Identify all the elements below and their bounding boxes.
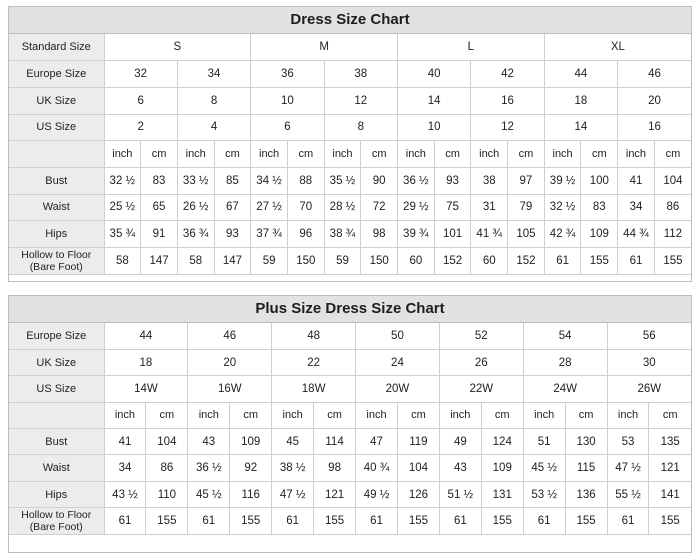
waist-cm-cell: 86 <box>146 455 188 481</box>
unit-cm: cm <box>361 141 398 168</box>
hips-cm-cell: 96 <box>287 221 324 248</box>
hollow-to-floor-inch-cell: 61 <box>272 508 314 534</box>
uk-size-cell: 20 <box>188 349 272 375</box>
waist-inch-cell: 34 <box>104 455 146 481</box>
europe-size-cell: 34 <box>177 61 250 88</box>
hollow-to-floor-row <box>9 248 691 275</box>
hollow-to-floor-cm-cell: 155 <box>314 508 356 534</box>
hollow-to-floor-cm-cell: 155 <box>146 508 188 534</box>
uk-size-cell: 18 <box>544 87 617 114</box>
chart-title: Plus Size Dress Size Chart <box>9 296 691 323</box>
hips-cm-cell: 116 <box>230 481 272 507</box>
waist-cm-cell: 104 <box>397 455 439 481</box>
unit-inch: inch <box>188 402 230 428</box>
hollow-to-floor-inch-cell: 58 <box>177 248 214 275</box>
waist-cm-cell: 67 <box>214 194 251 221</box>
hollow-to-floor-inch-cell: 58 <box>104 248 141 275</box>
europe-size-cell: 48 <box>272 323 356 349</box>
hollow-to-floor-inch-cell: 60 <box>398 248 435 275</box>
bust-cm-cell: 85 <box>214 167 251 194</box>
hips-label: Hips <box>9 481 104 507</box>
bust-inch-cell: 49 <box>439 429 481 455</box>
hips-cm-cell: 121 <box>314 481 356 507</box>
waist-inch-cell: 26 ½ <box>177 194 214 221</box>
uk-size-cell: 14 <box>398 87 471 114</box>
bust-inch-cell: 38 <box>471 167 508 194</box>
unit-cm: cm <box>397 402 439 428</box>
europe-size-cell: 32 <box>104 61 177 88</box>
hollow-to-floor-label: Hollow to Floor (Bare Foot) <box>9 508 104 534</box>
bust-cm-cell: 124 <box>481 429 523 455</box>
uk-size-cell: 30 <box>607 349 691 375</box>
europe-size-cell: 46 <box>188 323 272 349</box>
unit-cm: cm <box>287 141 324 168</box>
waist-cm-cell: 98 <box>314 455 356 481</box>
bust-cm-cell: 104 <box>146 429 188 455</box>
waist-cm-cell: 121 <box>649 455 691 481</box>
hips-inch-cell: 43 ½ <box>104 481 146 507</box>
bust-cm-cell: 109 <box>230 429 272 455</box>
hips-inch-cell: 49 ½ <box>356 481 398 507</box>
europe-size-cell: 40 <box>398 61 471 88</box>
bust-cm-cell: 100 <box>581 167 618 194</box>
europe-size-label: Europe Size <box>9 323 104 349</box>
hollow-to-floor-cm-cell: 155 <box>565 508 607 534</box>
unit-cm: cm <box>434 141 471 168</box>
hollow-to-floor-cm-cell: 147 <box>141 248 178 275</box>
waist-label: Waist <box>9 194 104 221</box>
unit-inch: inch <box>618 141 655 168</box>
hollow-to-floor-inch-cell: 61 <box>439 508 481 534</box>
unit-cm: cm <box>230 402 272 428</box>
europe-size-label: Europe Size <box>9 61 104 88</box>
bust-inch-cell: 35 ½ <box>324 167 361 194</box>
europe-size-cell: 44 <box>104 323 188 349</box>
standard-size-label: Standard Size <box>9 34 104 61</box>
bust-inch-cell: 51 <box>523 429 565 455</box>
bust-inch-cell: 45 <box>272 429 314 455</box>
europe-size-row <box>9 61 691 88</box>
hips-cm-cell: 136 <box>565 481 607 507</box>
europe-size-row <box>9 323 691 349</box>
unit-cm: cm <box>581 141 618 168</box>
hips-inch-cell: 39 ¾ <box>398 221 435 248</box>
waist-inch-cell: 29 ½ <box>398 194 435 221</box>
hollow-to-floor-cm-cell: 155 <box>649 508 691 534</box>
us-size-label: US Size <box>9 376 104 402</box>
us-size-cell: 6 <box>251 114 324 141</box>
unit-inch: inch <box>177 141 214 168</box>
hollow-to-floor-inch-cell: 61 <box>607 508 649 534</box>
uk-size-cell: 26 <box>439 349 523 375</box>
unit-row <box>9 141 691 168</box>
bust-label: Bust <box>9 167 104 194</box>
bust-cm-cell: 97 <box>508 167 545 194</box>
unit-inch: inch <box>251 141 288 168</box>
waist-cm-cell: 65 <box>141 194 178 221</box>
hollow-to-floor-label: Hollow to Floor (Bare Foot) <box>9 248 104 275</box>
waist-inch-cell: 31 <box>471 194 508 221</box>
us-size-cell: 12 <box>471 114 544 141</box>
hips-inch-cell: 35 ¾ <box>104 221 141 248</box>
bust-cm-cell: 130 <box>565 429 607 455</box>
hips-row <box>9 481 691 507</box>
unit-inch: inch <box>544 141 581 168</box>
hips-cm-cell: 91 <box>141 221 178 248</box>
hips-inch-cell: 47 ½ <box>272 481 314 507</box>
hips-cm-cell: 131 <box>481 481 523 507</box>
europe-size-cell: 42 <box>471 61 544 88</box>
bust-row <box>9 429 691 455</box>
waist-cm-cell: 86 <box>654 194 691 221</box>
waist-inch-cell: 27 ½ <box>251 194 288 221</box>
hips-inch-cell: 55 ½ <box>607 481 649 507</box>
uk-size-cell: 24 <box>356 349 440 375</box>
hips-inch-cell: 45 ½ <box>188 481 230 507</box>
hips-cm-cell: 110 <box>146 481 188 507</box>
standard-size-cell: M <box>251 34 398 61</box>
bust-cm-cell: 93 <box>434 167 471 194</box>
hollow-to-floor-cm-cell: 152 <box>508 248 545 275</box>
us-size-row <box>9 376 691 402</box>
europe-size-cell: 50 <box>356 323 440 349</box>
us-size-cell: 26W <box>607 376 691 402</box>
bust-cm-cell: 104 <box>654 167 691 194</box>
uk-size-cell: 10 <box>251 87 324 114</box>
waist-cm-cell: 79 <box>508 194 545 221</box>
uk-size-row <box>9 87 691 114</box>
europe-size-cell: 36 <box>251 61 324 88</box>
unit-row-spacer <box>9 141 104 168</box>
us-size-cell: 18W <box>272 376 356 402</box>
us-size-cell: 22W <box>439 376 523 402</box>
uk-size-cell: 28 <box>523 349 607 375</box>
hollow-to-floor-cm-cell: 155 <box>581 248 618 275</box>
unit-inch: inch <box>272 402 314 428</box>
us-size-cell: 8 <box>324 114 397 141</box>
hollow-to-floor-row <box>9 508 691 534</box>
hollow-to-floor-cm-cell: 155 <box>481 508 523 534</box>
hips-cm-cell: 126 <box>397 481 439 507</box>
uk-size-cell: 8 <box>177 87 250 114</box>
uk-size-cell: 16 <box>471 87 544 114</box>
us-size-cell: 14W <box>104 376 188 402</box>
bust-inch-cell: 36 ½ <box>398 167 435 194</box>
hips-inch-cell: 37 ¾ <box>251 221 288 248</box>
us-size-cell: 14 <box>544 114 617 141</box>
hips-inch-cell: 38 ¾ <box>324 221 361 248</box>
bust-cm-cell: 114 <box>314 429 356 455</box>
plus-size-table <box>9 323 691 535</box>
hollow-to-floor-inch-cell: 61 <box>104 508 146 534</box>
uk-size-cell: 6 <box>104 87 177 114</box>
unit-inch: inch <box>523 402 565 428</box>
hollow-to-floor-inch-cell: 61 <box>523 508 565 534</box>
hips-cm-cell: 101 <box>434 221 471 248</box>
hollow-to-floor-inch-cell: 61 <box>618 248 655 275</box>
bust-cm-cell: 119 <box>397 429 439 455</box>
hips-inch-cell: 41 ¾ <box>471 221 508 248</box>
unit-cm: cm <box>146 402 188 428</box>
waist-inch-cell: 25 ½ <box>104 194 141 221</box>
uk-size-cell: 20 <box>618 87 691 114</box>
unit-inch: inch <box>471 141 508 168</box>
waist-inch-cell: 45 ½ <box>523 455 565 481</box>
waist-inch-cell: 34 <box>618 194 655 221</box>
dress-size-table <box>9 34 691 275</box>
waist-cm-cell: 70 <box>287 194 324 221</box>
hips-inch-cell: 42 ¾ <box>544 221 581 248</box>
standard-size-row <box>9 34 691 61</box>
europe-size-cell: 44 <box>544 61 617 88</box>
hollow-to-floor-cm-cell: 155 <box>230 508 272 534</box>
us-size-cell: 4 <box>177 114 250 141</box>
uk-size-label: UK Size <box>9 349 104 375</box>
us-size-label: US Size <box>9 114 104 141</box>
unit-inch: inch <box>398 141 435 168</box>
bust-inch-cell: 43 <box>188 429 230 455</box>
hips-inch-cell: 53 ½ <box>523 481 565 507</box>
waist-inch-cell: 47 ½ <box>607 455 649 481</box>
hollow-to-floor-inch-cell: 61 <box>188 508 230 534</box>
hips-inch-cell: 44 ¾ <box>618 221 655 248</box>
waist-cm-cell: 115 <box>565 455 607 481</box>
hips-inch-cell: 51 ½ <box>439 481 481 507</box>
unit-row-spacer <box>9 402 104 428</box>
hips-label: Hips <box>9 221 104 248</box>
waist-inch-cell: 43 <box>439 455 481 481</box>
us-size-cell: 24W <box>523 376 607 402</box>
hips-inch-cell: 36 ¾ <box>177 221 214 248</box>
waist-inch-cell: 32 ½ <box>544 194 581 221</box>
hips-row <box>9 221 691 248</box>
uk-size-cell: 22 <box>272 349 356 375</box>
plus-size-dress-chart <box>8 295 692 553</box>
waist-cm-cell: 83 <box>581 194 618 221</box>
bust-inch-cell: 33 ½ <box>177 167 214 194</box>
hollow-to-floor-cm-cell: 155 <box>654 248 691 275</box>
bust-inch-cell: 39 ½ <box>544 167 581 194</box>
unit-cm: cm <box>508 141 545 168</box>
us-size-cell: 20W <box>356 376 440 402</box>
waist-label: Waist <box>9 455 104 481</box>
bust-cm-cell: 135 <box>649 429 691 455</box>
unit-cm: cm <box>314 402 356 428</box>
hips-cm-cell: 105 <box>508 221 545 248</box>
unit-inch: inch <box>607 402 649 428</box>
bust-inch-cell: 41 <box>104 429 146 455</box>
bust-inch-cell: 53 <box>607 429 649 455</box>
standard-size-cell: S <box>104 34 251 61</box>
waist-inch-cell: 28 ½ <box>324 194 361 221</box>
hollow-to-floor-inch-cell: 59 <box>324 248 361 275</box>
hips-cm-cell: 98 <box>361 221 398 248</box>
us-size-cell: 2 <box>104 114 177 141</box>
standard-size-cell: L <box>398 34 545 61</box>
bust-inch-cell: 47 <box>356 429 398 455</box>
unit-cm: cm <box>649 402 691 428</box>
unit-inch: inch <box>104 141 141 168</box>
waist-cm-cell: 72 <box>361 194 398 221</box>
bust-cm-cell: 88 <box>287 167 324 194</box>
hollow-to-floor-cm-cell: 147 <box>214 248 251 275</box>
unit-inch: inch <box>324 141 361 168</box>
europe-size-cell: 46 <box>618 61 691 88</box>
europe-size-cell: 38 <box>324 61 397 88</box>
uk-size-row <box>9 349 691 375</box>
waist-inch-cell: 36 ½ <box>188 455 230 481</box>
standard-size-cell: XL <box>544 34 691 61</box>
waist-row <box>9 194 691 221</box>
bust-inch-cell: 34 ½ <box>251 167 288 194</box>
unit-row <box>9 402 691 428</box>
hollow-to-floor-inch-cell: 61 <box>544 248 581 275</box>
europe-size-cell: 52 <box>439 323 523 349</box>
hollow-to-floor-cm-cell: 150 <box>287 248 324 275</box>
bust-cm-cell: 90 <box>361 167 398 194</box>
us-size-cell: 16 <box>618 114 691 141</box>
us-size-cell: 16W <box>188 376 272 402</box>
hollow-to-floor-inch-cell: 60 <box>471 248 508 275</box>
chart-title: Dress Size Chart <box>9 7 691 34</box>
europe-size-cell: 54 <box>523 323 607 349</box>
waist-cm-cell: 92 <box>230 455 272 481</box>
unit-cm: cm <box>481 402 523 428</box>
unit-cm: cm <box>141 141 178 168</box>
unit-inch: inch <box>356 402 398 428</box>
us-size-cell: 10 <box>398 114 471 141</box>
waist-row <box>9 455 691 481</box>
uk-size-label: UK Size <box>9 87 104 114</box>
hollow-to-floor-inch-cell: 61 <box>356 508 398 534</box>
unit-inch: inch <box>439 402 481 428</box>
hollow-to-floor-cm-cell: 155 <box>397 508 439 534</box>
waist-cm-cell: 75 <box>434 194 471 221</box>
hips-cm-cell: 112 <box>654 221 691 248</box>
uk-size-cell: 12 <box>324 87 397 114</box>
bust-inch-cell: 32 ½ <box>104 167 141 194</box>
waist-inch-cell: 38 ½ <box>272 455 314 481</box>
hips-cm-cell: 93 <box>214 221 251 248</box>
bust-label: Bust <box>9 429 104 455</box>
bust-row <box>9 167 691 194</box>
unit-cm: cm <box>565 402 607 428</box>
bust-cm-cell: 83 <box>141 167 178 194</box>
hollow-to-floor-cm-cell: 152 <box>434 248 471 275</box>
europe-size-cell: 56 <box>607 323 691 349</box>
uk-size-cell: 18 <box>104 349 188 375</box>
waist-inch-cell: 40 ¾ <box>356 455 398 481</box>
unit-inch: inch <box>104 402 146 428</box>
bust-inch-cell: 41 <box>618 167 655 194</box>
dress-size-chart <box>8 6 692 282</box>
us-size-row <box>9 114 691 141</box>
hollow-to-floor-cm-cell: 150 <box>361 248 398 275</box>
waist-cm-cell: 109 <box>481 455 523 481</box>
hips-cm-cell: 109 <box>581 221 618 248</box>
hollow-to-floor-inch-cell: 59 <box>251 248 288 275</box>
unit-cm: cm <box>654 141 691 168</box>
unit-cm: cm <box>214 141 251 168</box>
hips-cm-cell: 141 <box>649 481 691 507</box>
